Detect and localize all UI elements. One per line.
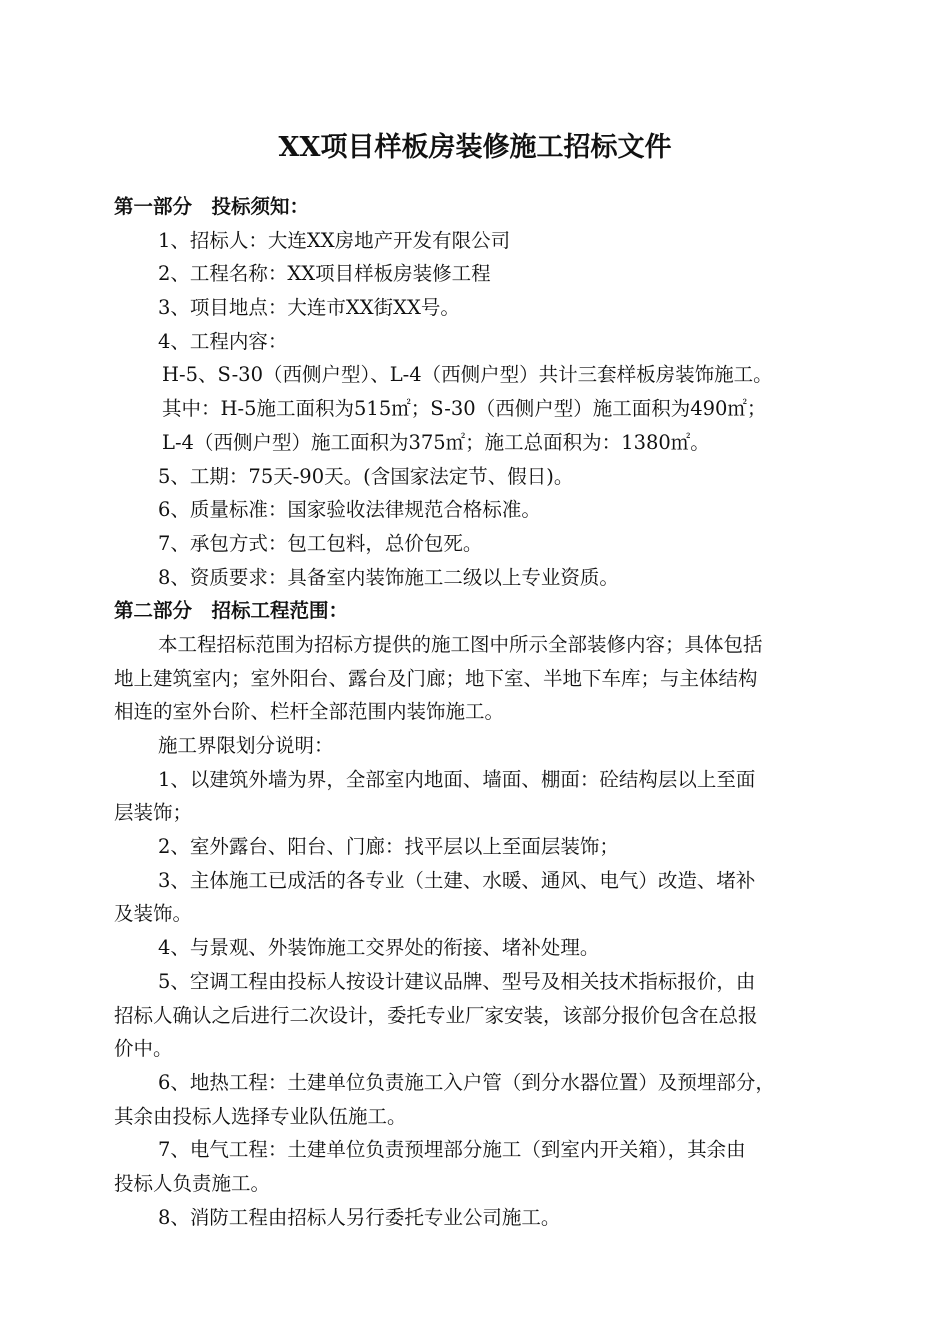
part1-item-4-detail-2: 其中：H-5施工面积为515㎡；S-30（西侧户型）施工面积为490㎡；: [162, 397, 767, 421]
part1-item-4-detail-1: H-5、S-30（西侧户型）、L-4（西侧户型）共计三套样板房装饰施工。: [162, 363, 773, 387]
part1-item-7: 7、承包方式：包工包料，总价包死。: [158, 531, 483, 555]
part2-line: 1、以建筑外墙为界，全部室内地面、墙面、棚面：砼结构层以上至面: [158, 767, 756, 791]
part2-line: 相连的室外台阶、栏杆全部范围内装饰施工。: [114, 700, 505, 724]
part1-item-8: 8、资质要求：具备室内装饰施工二级以上专业资质。: [158, 565, 619, 589]
document-title: XX项目样板房装修施工招标文件: [278, 132, 672, 163]
part2-line: 价中。: [114, 1037, 173, 1061]
part2-line: 8、消防工程由招标人另行委托专业公司施工。: [158, 1205, 561, 1229]
part2-line: 4、与景观、外装饰施工交界处的衔接、堵补处理。: [158, 936, 600, 960]
part1-item-4-detail-3: L-4（西侧户型）施工面积为375㎡；施工总面积为：1380㎡。: [162, 430, 710, 454]
part1-item-5: 5、工期：75天-90天。(含国家法定节、假日)。: [158, 464, 574, 488]
section-heading-part2: 第二部分 招标工程范围：: [114, 599, 349, 623]
part2-line: 层装饰；: [114, 801, 193, 825]
part2-line: 投标人负责施工。: [114, 1171, 271, 1195]
part2-line: 施工界限划分说明：: [158, 734, 334, 757]
part1-item-3: 3、项目地点：大连市XX街XX号。: [158, 296, 460, 320]
part2-line: 7、电气工程：土建单位负责预埋部分施工（到室内开关箱），其余由: [158, 1138, 746, 1162]
part1-item-1: 1、招标人：大连XX房地产开发有限公司: [158, 228, 511, 252]
document-body: [114, 190, 854, 1234]
part2-line: 3、主体施工已成活的各专业（土建、水暖、通风、电气）改造、堵补: [158, 868, 756, 892]
part2-line: 6、地热工程：土建单位负责施工入户管（到分水器位置）及预埋部分，: [158, 1070, 775, 1094]
part2-line: 2、室外露台、阳台、门廊：找平层以上至面层装饰；: [158, 835, 619, 859]
part2-line: 本工程招标范围为招标方提供的施工图中所示全部装修内容；具体包括: [158, 632, 763, 656]
part2-line: 及装饰。: [114, 902, 193, 926]
part1-item-6: 6、质量标准：国家验收法律规范合格标准。: [158, 498, 541, 522]
part1-item-2: 2、工程名称：XX项目样板房装修工程: [158, 262, 491, 286]
part2-line: 其余由投标人选择专业队伍施工。: [114, 1104, 407, 1128]
part2-line: 招标人确认之后进行二次设计，委托专业厂家安装，该部分报价包含在总报: [114, 1003, 758, 1027]
section-heading-part1: 第一部分 投标须知：: [114, 195, 310, 218]
part2-line: 地上建筑室内；室外阳台、露台及门廊；地下室、半地下车库；与主体结构: [114, 666, 758, 690]
part1-item-4: 4、工程内容：: [158, 329, 288, 353]
part2-line: 5、空调工程由投标人按设计建议品牌、型号及相关技术指标报价，由: [158, 969, 756, 993]
